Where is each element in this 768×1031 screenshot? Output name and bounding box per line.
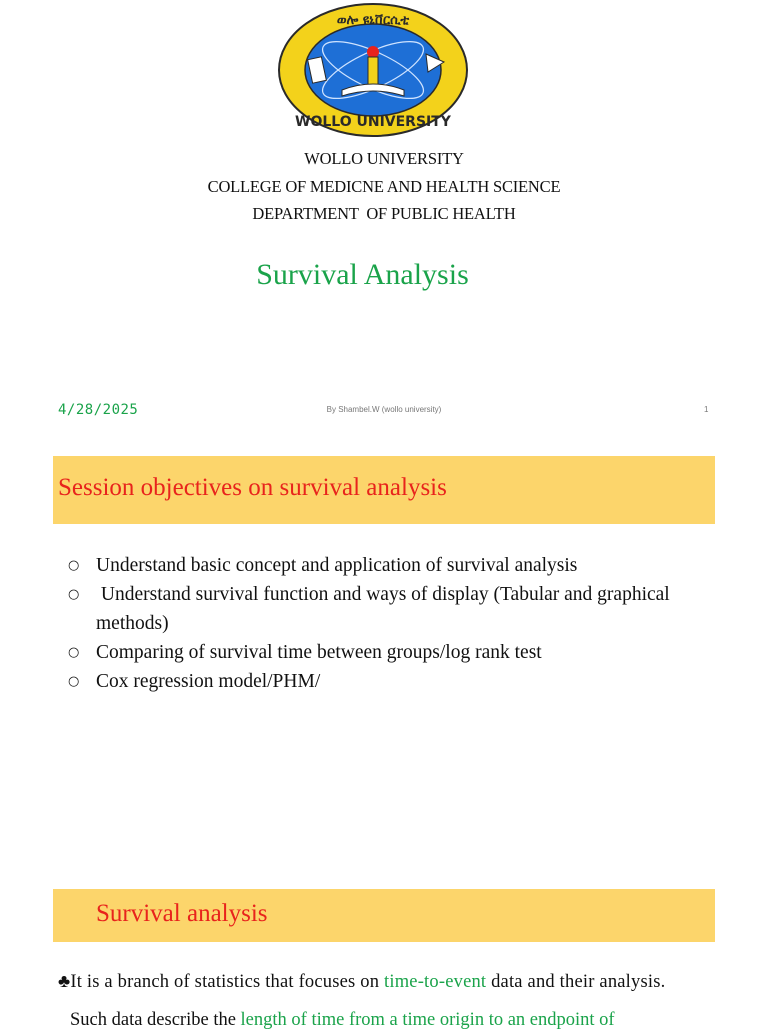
definition-paragraph: ♣It is a branch of statistics that focuses on time-to-event data and their analysis.	[58, 972, 666, 992]
objective-item: ○ Comparing of survival time between groups/log rank test	[60, 638, 710, 667]
objectives-list	[60, 551, 710, 696]
objectives-heading: Session objectives on survival analysis	[58, 474, 447, 501]
header-university: WOLLO UNIVERSITY	[304, 149, 464, 168]
length-of-time-highlight: length of time from a time origin to an endpoint of	[240, 1010, 615, 1030]
objective-item: ○ Cox regression model/PHM/	[60, 667, 710, 696]
footer-date: 4/28/2025	[58, 402, 139, 418]
objectives-heading-band	[53, 456, 715, 524]
header-college: COLLEGE OF MEDICNE AND HEALTH SCIENCE	[207, 177, 561, 196]
time-to-event-highlight: time-to-event	[384, 972, 487, 992]
wollo-university-logo	[276, 2, 470, 138]
objective-item: ○ Understand survival function and ways of display (Tabular and graphical methods)	[60, 580, 710, 638]
survival-heading: Survival analysis	[96, 900, 268, 927]
header-department: DEPARTMENT OF PUBLIC HEALTH	[252, 204, 516, 223]
logo-bottom-text: WOLLO UNIVERSITY	[295, 114, 451, 130]
definition-paragraph-continued: Such data describe the length of time from a time origin to an endpoint of	[70, 1010, 615, 1030]
club-bullet-icon: ♣	[58, 972, 71, 992]
slide-title: Survival Analysis	[256, 258, 469, 291]
objective-item: ○ Understand basic concept and application of survival analysis	[60, 551, 710, 580]
logo-top-text: ወሎ ዩኒቨርሲቲ	[336, 13, 410, 28]
footer-author: By Shambel.W (wollo university)	[326, 405, 442, 414]
survival-heading-band	[53, 889, 715, 942]
footer-page-number: 1	[704, 405, 709, 414]
